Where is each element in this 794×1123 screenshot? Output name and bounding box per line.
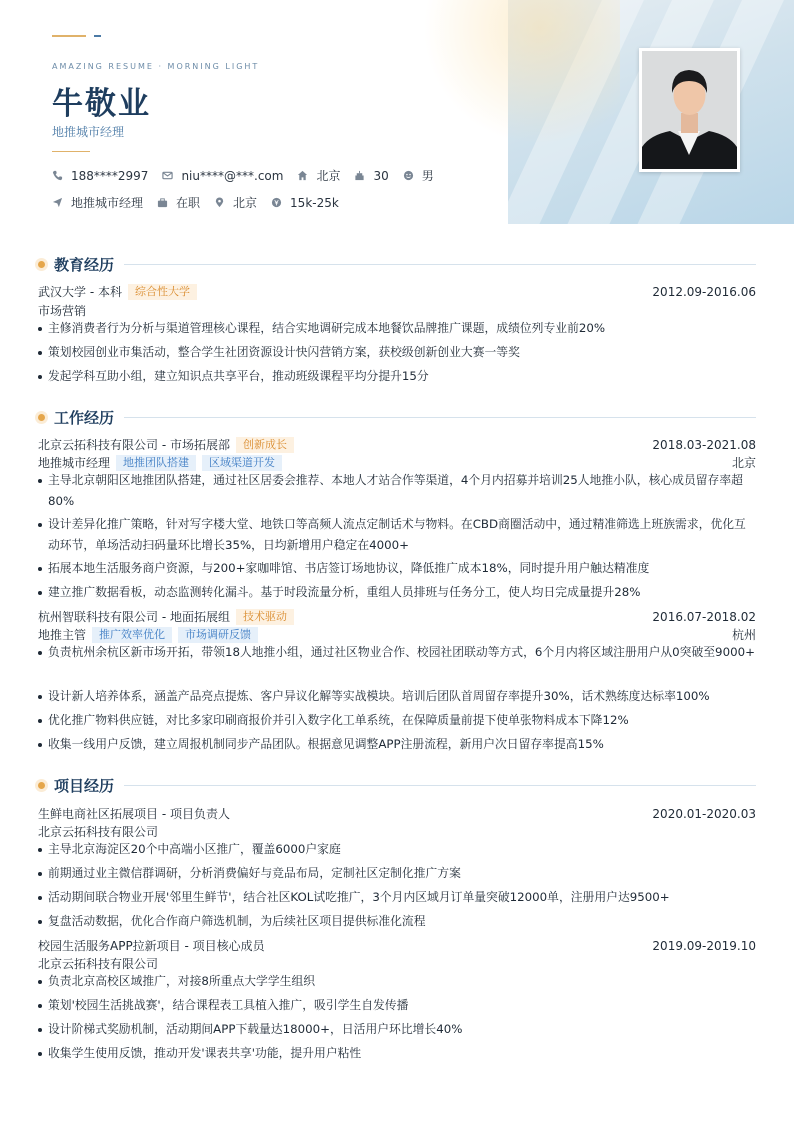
job-header — [38, 608, 756, 625]
home-icon — [297, 170, 308, 181]
gender-item — [403, 167, 434, 184]
project-header — [38, 805, 756, 822]
target-city-item — [214, 194, 257, 211]
project-company: 北京云拓科技有限公司 — [38, 825, 159, 839]
project-date: 2019.09-2019.10 — [652, 938, 756, 953]
list-item: 复盘活动数据，优化合作商户筛选机制，为后续社区项目提供标准化流程 — [38, 911, 756, 932]
job-title: 地推城市经理 — [52, 125, 125, 139]
email-text: niu****@***.com — [181, 168, 284, 183]
section-dot — [38, 782, 45, 789]
list-item: 策划校园创业市集活动，整合学生社团资源设计快闪营销方案，获校级创新创业大赛一等奖 — [38, 342, 756, 363]
list-item: 主修消费者行为分析与渠道管理核心课程，结合实地调研完成本地餐饮品牌推广课题，成绩位列专业前20% — [38, 318, 756, 339]
pin-icon — [214, 197, 225, 208]
education-section-title — [38, 254, 756, 275]
list-item: 策划'校园生活挑战赛'，结合课程表工具植入推广，吸引学生自发传播 — [38, 995, 756, 1016]
phone-icon — [52, 170, 63, 181]
divider — [52, 151, 90, 152]
section-dot — [38, 414, 45, 421]
job-city: 杭州 — [731, 628, 756, 642]
section-rule — [124, 785, 756, 786]
salary-item — [271, 196, 339, 210]
section-rule — [124, 417, 756, 418]
tagline: AMAZING RESUME · MORNING LIGHT — [52, 62, 260, 71]
company-tag: 创新成长 — [236, 437, 294, 453]
send-icon — [52, 197, 63, 208]
header-glow — [420, 0, 620, 160]
list-item: 负责北京高校区域推广，对接8所重点大学学生组织 — [38, 971, 756, 992]
mail-icon — [162, 170, 173, 181]
list-item: 负责杭州余杭区新市场开拓，带领18人地推小组，通过社区物业合作、校园社团联动等方式，6个月内将区域注册用户从0突破至9000+ — [38, 642, 756, 663]
age-text: 30 — [373, 168, 389, 183]
status-item — [157, 194, 200, 211]
job-role-row — [38, 454, 756, 471]
email-item — [162, 169, 283, 183]
phone-text: 188****2997 — [71, 168, 149, 183]
list-item: 活动期间联合物业开展'邻里生鲜节'，结合社区KOL试吃推广，3个月内区域月订单量突破12000单，注册用户达9500+ — [38, 887, 756, 908]
school-name: 武汉大学 - 本科 — [38, 285, 122, 299]
cake-icon — [354, 170, 365, 181]
list-item: 拓展本地生活服务商户资源，与200+家咖啡馆、书店签订场地协议，降低推广成本18%，同时提升用户触达精准度 — [38, 558, 756, 579]
company-tag: 技术驱动 — [236, 609, 294, 625]
major: 市场营销 — [38, 304, 87, 318]
list-item: 设计阶梯式奖励机制，活动期间APP下载量达18000+，日活用户环比增长40% — [38, 1019, 756, 1040]
project-company: 北京云拓科技有限公司 — [38, 957, 159, 971]
target-job-item — [52, 194, 143, 211]
work-section-title — [38, 407, 756, 428]
list-item: 设计新人培养体系，涵盖产品亮点提炼、客户异议化解等实战模块。培训后团队首周留存率提升30%，话术熟练度达标率100% — [38, 686, 756, 707]
salary-text: 15k-25k — [290, 195, 339, 210]
list-item: 前期通过业主微信群调研，分析消费偏好与竞品布局，定制社区定制化推广方案 — [38, 863, 756, 884]
project-name: 生鲜电商社区拓展项目 - 项目负责人 — [38, 807, 230, 821]
project-section-title — [38, 775, 756, 796]
section-title-text: 教育经历 — [54, 256, 115, 274]
avatar-photo — [642, 51, 737, 169]
location-item — [297, 167, 340, 184]
education-header — [38, 283, 756, 300]
job-date: 2018.03-2021.08 — [652, 437, 756, 452]
company-name: 北京云拓科技有限公司 - 市场拓展部 — [38, 438, 230, 452]
job-header — [38, 436, 756, 453]
target-city-text: 北京 — [233, 196, 258, 210]
job-role-row — [38, 626, 756, 643]
target-job-text: 地推城市经理 — [71, 196, 144, 210]
job-date: 2016.07-2018.02 — [652, 609, 756, 624]
section-title-text: 工作经历 — [54, 409, 115, 427]
project-company-row — [38, 955, 756, 972]
status-text: 在职 — [176, 196, 201, 210]
contact-row — [52, 167, 448, 184]
project-header — [38, 937, 756, 954]
section-dot — [38, 261, 45, 268]
list-item: 收集一线用户反馈，建立周报机制同步产品团队。根据意见调整APP注册流程，新用户次日留存率提高15% — [38, 734, 756, 755]
smile-icon — [403, 170, 414, 181]
money-icon — [271, 197, 282, 208]
avatar — [639, 48, 740, 172]
list-item: 优化推广物料供应链，对比多家印刷商报价并引入数字化工单系统，在保障质量前提下使单张物料成本下降12% — [38, 710, 756, 731]
project-company-row — [38, 823, 756, 840]
list-item: 主导北京朝阳区地推团队搭建，通过社区居委会推荐、本地人才站合作等渠道，4个月内招募并培训25人地推小队，核心成员留存率超80% — [38, 470, 756, 512]
list-item: 建立推广数据看板，动态监测转化漏斗。基于时段流量分析，重组人员排班与任务分工，使人均日完成量提升28% — [38, 582, 756, 603]
intent-row — [52, 194, 353, 211]
section-rule — [124, 264, 756, 265]
list-item: 收集学生使用反馈，推动开发'课表共享'功能，提升用户粘性 — [38, 1043, 756, 1064]
school-tag: 综合性大学 — [128, 284, 197, 300]
briefcase-icon — [157, 197, 168, 208]
list-item: 主导北京海淀区20个中高端小区推广，覆盖6000户家庭 — [38, 839, 756, 860]
phone-item — [52, 169, 148, 183]
job-role: 地推主管 — [38, 628, 87, 642]
candidate-name: 牛敬业 — [52, 86, 151, 122]
skill-tag: 区域渠道开发 — [202, 455, 282, 471]
company-name: 杭州智联科技有限公司 - 地面拓展组 — [38, 610, 230, 624]
education-date: 2012.09-2016.06 — [652, 284, 756, 299]
list-item: 发起学科互助小组，建立知识点共享平台，推动班级课程平均分提升15分 — [38, 366, 756, 387]
job-city: 北京 — [731, 456, 756, 470]
section-title-text: 项目经历 — [54, 777, 115, 795]
skill-tag: 市场调研反馈 — [178, 627, 258, 643]
gender-text: 男 — [421, 169, 434, 183]
age-item — [354, 169, 388, 183]
project-date: 2020.01-2020.03 — [652, 806, 756, 821]
skill-tag: 地推团队搭建 — [116, 455, 196, 471]
major-row — [38, 302, 756, 319]
project-name: 校园生活服务APP拉新项目 - 项目核心成员 — [38, 939, 265, 953]
list-item: 设计差异化推广策略，针对写字楼大堂、地铁口等高频人流点定制话术与物料。在CBD商圈活动中，通过精准筛选上班族需求，优化互动环节，单场活动扫码量环比增长35%，日均新增用户稳定在4000+ — [38, 514, 756, 556]
location-text: 北京 — [316, 169, 341, 183]
skill-tag: 推广效率优化 — [92, 627, 172, 643]
job-role: 地推城市经理 — [38, 456, 111, 470]
